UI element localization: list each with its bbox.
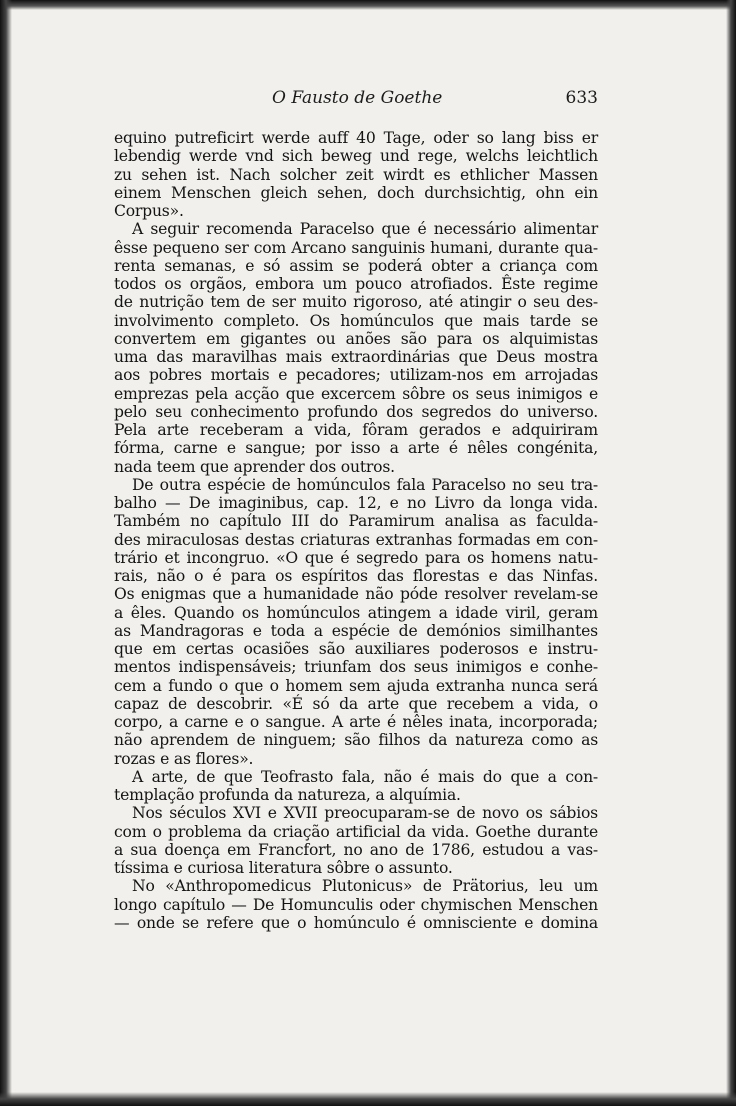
scan-edge-top <box>0 0 736 10</box>
text-line: Também no capítulo III do Paramirum analisa as faculda- <box>114 512 598 531</box>
text-line: einem Menschen gleich sehen, doch durchsichtig, ohn ein <box>114 183 598 202</box>
text-line: templação profunda da natureza, a alquímia. <box>114 786 461 804</box>
page-header <box>112 88 598 114</box>
text-line: renta semanas, e só assim se poderá obter a criança com <box>114 256 598 275</box>
text-line: balho — De imaginibus, cap. 12, e no Livro da longa vida. <box>114 494 598 512</box>
text-line: Corpus». <box>114 202 184 220</box>
text-line: mentos indispensáveis; triunfam dos seus inimigos e conhe- <box>114 658 598 677</box>
text-line: as Mandragoras e toda a espécie de demónios similhantes <box>114 621 598 640</box>
scan-edge-bottom <box>0 1092 736 1106</box>
text-line: não aprendem de ninguem; são filhos da natureza como as <box>114 731 598 750</box>
scan-edge-left <box>0 0 12 1106</box>
text-line: Nos séculos XVI e XVII preocuparam-se de novo os sábios <box>132 804 598 823</box>
text-line: — onde se refere que o homúnculo é omnisciente e domina <box>114 913 598 932</box>
text-line: corpo, a carne e o sangue. A arte é nêles inata, incorporada; <box>114 713 598 731</box>
text-line: convertem em gigantes ou anões são para os alquimistas <box>114 329 598 348</box>
text-line: No «Anthropomedicus Plutonicus» de Prätorius, leu um <box>132 877 598 896</box>
text-line: equino putreficirt werde auff 40 Tage, oder so lang biss er <box>114 129 598 147</box>
text-line: que em certas ocasiões são auxiliares poderosos e instru- <box>114 640 598 658</box>
text-line: Pela arte receberam a vida, fôram gerados e adquiriram <box>114 421 598 439</box>
text-line: lebendig werde vnd sich beweg und rege, welchs leichtlich <box>114 147 598 166</box>
text-line: a sua doença em Francfort, no ano de 1786, estudou a vas- <box>114 840 598 859</box>
text-line: cem a fundo o que o homem sem ajuda extranha nunca será <box>114 676 598 695</box>
body-text <box>114 129 598 932</box>
text-line: pelo seu conhecimento profundo dos segredos do universo. <box>114 402 598 421</box>
page-number: 633 <box>565 88 598 108</box>
text-line: de nutrição tem de ser muito rigoroso, até atingir o seu des- <box>114 293 598 312</box>
text-line: a êles. Quando os homúnculos atingem a idade viril, geram <box>114 603 598 622</box>
text-line: zu sehen ist. Nach solcher zeit wirdt es ethlicher Massen <box>114 165 598 184</box>
text-line: A seguir recomenda Paracelso que é necessário alimentar <box>132 220 598 239</box>
text-line: longo capítulo — De Homunculis oder chymischen Menschen <box>114 895 598 914</box>
text-line: uma das maravilhas mais extraordinárias que Deus mostra <box>114 348 598 366</box>
text-line: fórma, carne e sangue; por isso a arte é nêles congénita, <box>114 439 598 458</box>
text-line: involvimento completo. Os homúnculos que mais tarde se <box>114 311 598 330</box>
text-line: trário et incongruo. «O que é segredo para os homens natu- <box>114 548 598 567</box>
text-line: capaz de descobrir. «É só da arte que recebem a vida, o <box>114 694 598 713</box>
scan-edge-right <box>726 0 736 1106</box>
text-line: aos pobres mortais e pecadores; utilizam-nos em arrojadas <box>114 366 598 385</box>
text-line: com o problema da criação artificial da vida. Goethe durante <box>114 822 598 841</box>
text-line: todos os orgãos, embora um pouco atrofiados. Êste regime <box>114 275 598 293</box>
text-line: De outra espécie de homúnculos fala Paracelso no seu tra- <box>132 475 598 494</box>
text-line: nada teem que aprender dos outros. <box>114 457 395 476</box>
running-title: O Fausto de Goethe <box>272 88 443 108</box>
text-line: emprezas pela acção que excercem sôbre os seus inimigos e <box>114 384 598 403</box>
text-line: rozas e as flores». <box>114 749 254 768</box>
text-line: rais, não o é para os espíritos das florestas e das Ninfas. <box>114 567 598 585</box>
text-line: A arte, de que Teofrasto fala, não é mais do que a con- <box>132 767 598 786</box>
text-line: des miraculosas destas criaturas extranhas formadas em con- <box>114 530 598 549</box>
text-line: êsse pequeno ser com Arcano sanguinis humani, durante qua- <box>114 238 598 257</box>
text-line: Os enigmas que a humanidade não póde resolver revelam-se <box>114 585 598 604</box>
text-line: tíssima e curiosa literatura sôbre o assunto. <box>114 859 453 877</box>
